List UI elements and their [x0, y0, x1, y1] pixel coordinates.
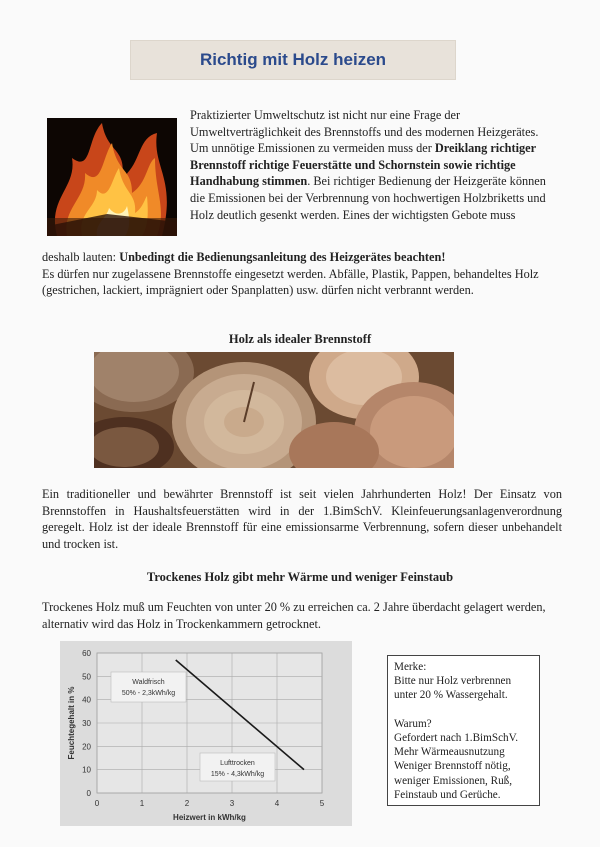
note-line: weniger Emissionen, Ruß, [394, 774, 513, 787]
fire-photo [47, 118, 177, 236]
x-tick-label: 0 [94, 799, 100, 808]
annotation-value: 15% - 4,3kWh/kg [210, 771, 265, 778]
intro-text-3: deshalb lauten: [42, 250, 120, 264]
page-title: Richtig mit Holz heizen [199, 50, 387, 69]
annotation-label: Lufttrocken [220, 760, 255, 767]
x-tick-label: 4 [274, 799, 280, 808]
intro-text-2: . Bei richtiger Bedienung der Heizgeräte können die Emissionen bei der Verbrennung von hochwertigen Holzbriketts und Holz deutlich gesenkt werden. Eines der wichtigsten Gebote muss [190, 174, 546, 222]
intro-bold-2: Unbedingt die Bedienungsanleitung des Heizgerätes beachten! [119, 250, 446, 264]
section-heading-wood: Holz als idealer Brennstoff [228, 332, 372, 346]
intro-paragraph-continued [42, 249, 562, 299]
intro-paragraph [190, 107, 550, 223]
note-line: Bitte nur Holz verbrennen [394, 675, 512, 688]
y-tick-label: 50 [82, 672, 91, 682]
y-tick-label: 30 [82, 719, 91, 728]
intro-text-4: Es dürfen nur zugelassene Brennstoffe eingesetzt werden. Abfälle, Plastik, Pappen, behandeltes Holz (gestrichen, lackiert, imprägniert oder Spanplatten) usw. dürfen nicht verbrannt werden. [42, 266, 539, 298]
x-tick-label: 5 [319, 799, 325, 808]
moisture-chart [60, 641, 352, 826]
y-tick-label: 60 [82, 649, 91, 658]
note-line: Merke: [394, 661, 427, 673]
note-box [387, 655, 540, 806]
y-tick-label: 0 [86, 789, 91, 798]
note-line: Gefordert nach 1.BimSchV. [394, 732, 519, 744]
note-line: Warum? [394, 717, 432, 730]
x-axis-label: Heizwert in kWh/kg [173, 813, 246, 822]
logs-photo [94, 352, 454, 468]
x-tick-label: 2 [184, 799, 190, 808]
intro-text-1: Praktizierter Umweltschutz ist nicht nur eine Frage der Umweltverträglichkeit des Brennstoffs und des modernen Heizgerätes. Um unnötige Emissionen zu vermeiden muss der [190, 108, 539, 156]
annotation-label: Waldfrisch [132, 679, 165, 686]
chart-svg [60, 641, 352, 826]
dry-wood-paragraph: Trockenes Holz muß um Feuchten von unter 20 % zu erreichen ca. 2 Jahre überdacht gelagert werden, alternativ wird das Holz in Trockenkammern getrocknet. [42, 600, 546, 631]
wood-paragraph: Ein traditioneller und bewährter Brennstoff ist seit vielen Jahrhunderten Holz! Der Einsatz von Brennstoffen in Haushaltsfeuerstätten wird in der 1.BimSchV. Kleinfeuerungsanlagenverordnung geregelt. Holz ist der ideale Brennstoff für eine emissionsarme Verbrennung, sofern dieser unbehandelt und trocken ist. [42, 487, 562, 551]
x-tick-label: 1 [139, 799, 145, 808]
note-line: unter 20 % Wassergehalt. [394, 689, 508, 702]
x-tick-label: 3 [229, 799, 235, 808]
intro-bold-1: Dreiklang richtiger Brennstoff richtige Feuerstätte und Schornstein sowie richtige Handhabung stimmen [190, 141, 536, 189]
title-banner [130, 40, 456, 80]
note-line: Feinstaub und Gerüche. [394, 788, 501, 801]
y-tick-label: 10 [82, 765, 91, 775]
note-line: Weniger Brennstoff nötig, [394, 760, 511, 773]
y-tick-label: 20 [82, 742, 91, 752]
annotation-value: 50% - 2,3kWh/kg [121, 690, 176, 697]
note-line: Mehr Wärmeausnutzung [394, 746, 505, 759]
note-line [394, 703, 533, 717]
annotation-box [111, 672, 186, 702]
y-axis-label: Feuchtegehalt in % [67, 686, 76, 760]
y-tick-label: 40 [82, 695, 91, 705]
section-heading-dry-wood: Trockenes Holz gibt mehr Wärme und weniger Feinstaub [146, 570, 454, 584]
